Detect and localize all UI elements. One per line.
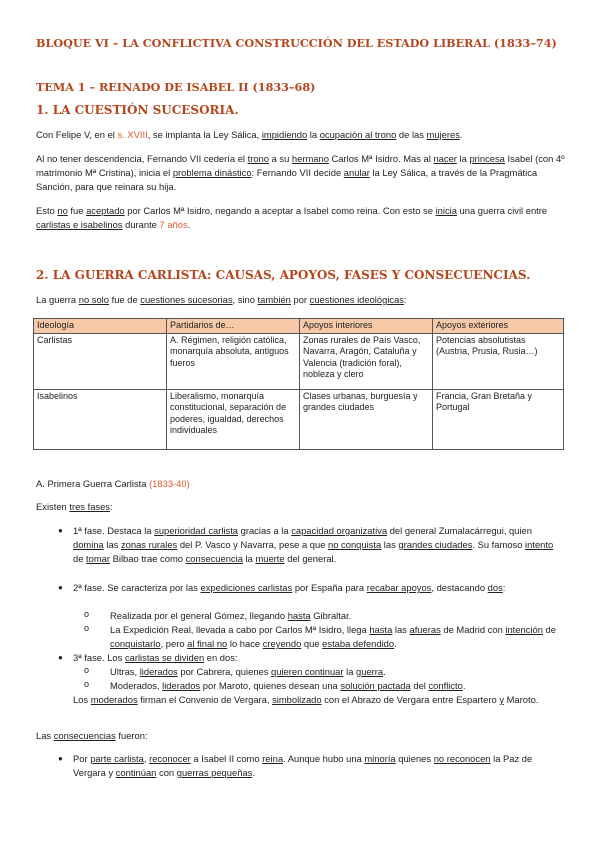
phase-2-item xyxy=(110,623,565,651)
text-segment: guerras pequeñas xyxy=(176,767,253,778)
text-segment: no xyxy=(57,205,68,216)
text-segment: de xyxy=(542,624,556,635)
text-segment: recabar apoyos xyxy=(366,582,432,593)
table-cell: Zonas rurales de País Vasco, Navarra, Aragón, Cataluña y Valencia (tradición foral), nobleza y clero xyxy=(300,333,433,389)
text-segment: problema dinástico xyxy=(172,167,252,178)
paragraph-1 xyxy=(36,128,566,142)
text-segment: impidiendo xyxy=(261,129,308,140)
text-segment: y xyxy=(499,694,505,705)
table-header-cell: Apoyos interiores xyxy=(300,319,433,334)
table-header-row xyxy=(34,319,564,334)
text-segment: simbolizado xyxy=(272,694,322,705)
paragraph-2 xyxy=(36,152,566,194)
section-2-title: 2. LA GUERRA CARLISTA: CAUSAS, APOYOS, FASES Y CONSECUENCIAS. xyxy=(36,268,531,282)
text-segment: por Maroto, quienes desean una xyxy=(200,680,341,691)
text-segment: fue de xyxy=(108,294,141,305)
table-cell: Carlistas xyxy=(34,333,167,389)
sub-bullet-icon: o xyxy=(84,665,90,675)
text-segment: las xyxy=(381,539,399,550)
text-segment: del general Zumalacárregui, quien xyxy=(387,525,532,536)
text-segment: fueron: xyxy=(115,730,148,741)
text-segment: , pero xyxy=(160,638,188,649)
text-segment: una guerra civil entre xyxy=(456,205,548,216)
text-segment: mujeres xyxy=(426,129,460,140)
text-segment: 1ª fase. Destaca la xyxy=(73,525,155,536)
paragraph-4 xyxy=(36,293,566,307)
text-segment: la xyxy=(307,129,320,140)
text-segment: Isabel (con 4º matrimonio Mª Cristina), inicia el xyxy=(36,153,565,178)
text-segment: intento xyxy=(525,539,554,550)
text-segment: lo hace xyxy=(227,638,263,649)
text-segment: s. XVIII xyxy=(117,129,148,140)
sub-bullet-icon: o xyxy=(84,679,90,689)
text-segment: con el Abrazo de Vergara entre Espartero xyxy=(321,694,500,705)
text-segment: : xyxy=(110,501,113,512)
text-segment: . xyxy=(252,767,255,778)
text-segment: del xyxy=(410,680,429,691)
text-segment: tres fases xyxy=(69,501,110,512)
text-segment: por xyxy=(290,294,310,305)
text-segment: hasta xyxy=(287,610,311,621)
text-segment: muerte xyxy=(255,553,285,564)
phase-3-item xyxy=(110,679,565,693)
text-segment: parte carlista xyxy=(90,753,144,764)
text-segment: grandes ciudades xyxy=(398,539,473,550)
table-header-cell: Ideología xyxy=(34,319,167,334)
text-segment: no conquista xyxy=(328,539,382,550)
tema-title: TEMA 1 – REINADO DE ISABEL II (1833–68) xyxy=(36,80,316,94)
text-segment: domina xyxy=(73,539,104,550)
text-segment: la Paz de Vergara y xyxy=(73,753,533,778)
text-segment: la xyxy=(242,553,256,564)
text-segment: La Expedición Real, llevada a cabo por Carlos Mª Isidro, llega xyxy=(110,624,370,635)
text-segment: guerra xyxy=(356,666,384,677)
consequence-1 xyxy=(73,752,565,780)
text-segment: quieren continuar xyxy=(271,666,344,677)
block-title: BLOQUE VI – LA CONFLICTIVA CONSTRUCCIÓN DEL ESTADO LIBERAL (1833–74) xyxy=(36,36,557,50)
text-segment: de las xyxy=(396,129,427,140)
table-row xyxy=(34,333,564,389)
text-segment: por Cabrera, quienes xyxy=(177,666,272,677)
text-segment: Realizada por el general Gómez, llegando xyxy=(110,610,288,621)
text-segment: liderados xyxy=(162,680,201,691)
text-segment: intención xyxy=(505,624,543,635)
text-segment: hermano xyxy=(291,153,329,164)
text-segment: . Su famoso xyxy=(472,539,526,550)
text-segment: La guerra xyxy=(36,294,79,305)
text-segment: A. Primera Guerra Carlista xyxy=(36,478,150,489)
text-segment: creyendo xyxy=(262,638,302,649)
text-segment: por Carlos Mª Isidro, negando a aceptar a Isabel como reina. Con esto se xyxy=(124,205,436,216)
text-segment: minoría xyxy=(364,753,396,764)
text-segment: consecuencia xyxy=(185,553,243,564)
text-segment: Con Felipe V, en el xyxy=(36,129,118,140)
text-segment: la Ley Sálica, a través de la Pragmática Sanción, para que reinara su hija. xyxy=(36,167,538,192)
text-segment: gracias a la xyxy=(238,525,292,536)
bullet-icon: ● xyxy=(58,526,63,535)
text-segment: moderados xyxy=(90,694,138,705)
text-segment: por España para xyxy=(292,582,367,593)
phases-intro xyxy=(36,500,566,514)
sub-bullet-icon: o xyxy=(84,623,90,633)
text-segment: Carlos Mª Isidro. Mas al xyxy=(328,153,434,164)
text-segment: quienes xyxy=(395,753,434,764)
text-segment: Maroto. xyxy=(504,694,539,705)
text-segment: superioridad carlista xyxy=(154,525,239,536)
text-segment: nacer xyxy=(433,153,457,164)
text-segment: continúan xyxy=(115,767,157,778)
phase-3-note xyxy=(73,693,565,707)
text-segment: trono xyxy=(247,153,269,164)
text-segment: que xyxy=(301,638,323,649)
text-segment: carlistas e isabelinos xyxy=(36,219,123,230)
text-segment: Esto xyxy=(36,205,58,216)
table-header-cell: Apoyos exteriores xyxy=(433,319,564,334)
table-cell: Liberalismo, monarquía constitucional, separación de poderes, igualdad, derechos individuales xyxy=(167,389,300,449)
text-segment: . xyxy=(462,680,466,691)
text-segment: del P. Vasco y Navarra, pese a que xyxy=(177,539,329,550)
text-segment: no reconocen xyxy=(433,753,491,764)
text-segment: , destacando xyxy=(431,582,488,593)
text-segment: Las xyxy=(36,730,54,741)
text-segment: Al no tener descendencia, Fernando VII cedería el xyxy=(36,153,248,164)
text-segment: Bilbao trae como xyxy=(110,553,186,564)
text-segment: aceptado xyxy=(86,205,125,216)
text-segment: : xyxy=(404,294,407,305)
ideology-table xyxy=(33,318,564,450)
text-segment: tomar xyxy=(86,553,111,564)
text-segment: carlistas se dividen xyxy=(124,652,205,663)
text-segment: . Aunque hubo una xyxy=(283,753,365,764)
table-row xyxy=(34,389,564,449)
table-cell: Clases urbanas, burguesía y grandes ciudades xyxy=(300,389,433,449)
phase-3-item xyxy=(110,665,565,679)
text-segment: , sino xyxy=(232,294,258,305)
text-segment: reconocer xyxy=(149,753,191,764)
text-segment: las xyxy=(392,624,410,635)
text-segment: en dos: xyxy=(204,652,238,663)
text-segment: con xyxy=(156,767,177,778)
text-segment: del general. xyxy=(284,553,337,564)
text-segment: expediciones carlistas xyxy=(200,582,293,593)
text-segment: 3ª fase. Los xyxy=(73,652,125,663)
text-segment: también xyxy=(257,294,291,305)
text-segment: 2ª fase. Se caracteriza por las xyxy=(73,582,201,593)
text-segment: 7 años xyxy=(159,219,188,230)
text-segment: la xyxy=(456,153,470,164)
text-segment: : xyxy=(502,582,506,593)
table-cell: Francia, Gran Bretaña y Portugal xyxy=(433,389,564,449)
section-1-title: 1. LA CUESTIÓN SUCESORIA. xyxy=(36,103,239,117)
text-segment: . xyxy=(394,638,397,649)
text-segment: las xyxy=(103,539,121,550)
paragraph-3 xyxy=(36,204,566,232)
subheading-a xyxy=(36,477,566,491)
text-segment: Ultras, xyxy=(110,666,140,677)
text-segment: conflicto xyxy=(428,680,463,691)
phase-3 xyxy=(73,651,565,665)
text-segment: dos xyxy=(487,582,503,593)
text-segment: liderados xyxy=(139,666,178,677)
text-segment: cuestiones sucesorias xyxy=(140,294,233,305)
text-segment: capacidad organizativa xyxy=(291,525,388,536)
table-cell: A. Régimen, religión católica, monarquía absoluta, antiguos fueros xyxy=(167,333,300,389)
text-segment: solución pactada xyxy=(340,680,411,691)
text-segment: . xyxy=(459,129,463,140)
text-segment: afueras xyxy=(409,624,441,635)
phase-2-item xyxy=(110,609,565,623)
table-cell: Isabelinos xyxy=(34,389,167,449)
bullet-icon: ● xyxy=(58,583,63,592)
bullet-icon: ● xyxy=(58,754,63,763)
text-segment: a Isabel II como xyxy=(190,753,263,764)
text-segment: al final no xyxy=(187,638,228,649)
text-segment: princesa xyxy=(469,153,505,164)
text-segment: zonas rurales xyxy=(120,539,178,550)
text-segment: a su xyxy=(268,153,292,164)
consequences-intro xyxy=(36,729,566,743)
text-segment: inicia xyxy=(435,205,457,216)
text-segment: no solo xyxy=(78,294,109,305)
text-segment: , xyxy=(143,753,150,764)
text-segment: , se implanta la Ley Sálica, xyxy=(147,129,262,140)
table-header-cell: Partidarios de… xyxy=(167,319,300,334)
text-segment: cuestiones ideológicas xyxy=(309,294,404,305)
text-segment: Gibraltar. xyxy=(310,610,352,621)
text-segment: anular xyxy=(343,167,370,178)
table-cell: Potencias absolutistas (Austria, Prusia, Rusia…) xyxy=(433,333,564,389)
text-segment: de xyxy=(73,553,87,564)
phase-2 xyxy=(73,581,565,595)
text-segment: consecuencias xyxy=(53,730,116,741)
text-segment: estaba defendido xyxy=(322,638,395,649)
text-segment: conquistarlo xyxy=(110,638,161,649)
text-segment: . xyxy=(187,219,191,230)
phase-1 xyxy=(73,524,565,566)
text-segment: fue xyxy=(67,205,87,216)
sub-bullet-icon: o xyxy=(84,609,90,619)
text-segment: Moderados, xyxy=(110,680,163,691)
text-segment: ocupación al trono xyxy=(319,129,397,140)
text-segment: firman el Convenio de Vergara, xyxy=(137,694,273,705)
text-segment: durante xyxy=(122,219,160,230)
text-segment: . xyxy=(383,666,386,677)
text-segment: (1833-40) xyxy=(149,478,190,489)
bullet-icon: ● xyxy=(58,653,63,662)
text-segment: Los xyxy=(73,694,91,705)
text-segment: Existen xyxy=(36,501,70,512)
text-segment: Por xyxy=(73,753,91,764)
text-segment: : Fernando VII decide xyxy=(251,167,344,178)
text-segment: reina xyxy=(262,753,284,764)
text-segment: de Madrid con xyxy=(440,624,506,635)
text-segment: la xyxy=(343,666,357,677)
text-segment: hasta xyxy=(369,624,393,635)
